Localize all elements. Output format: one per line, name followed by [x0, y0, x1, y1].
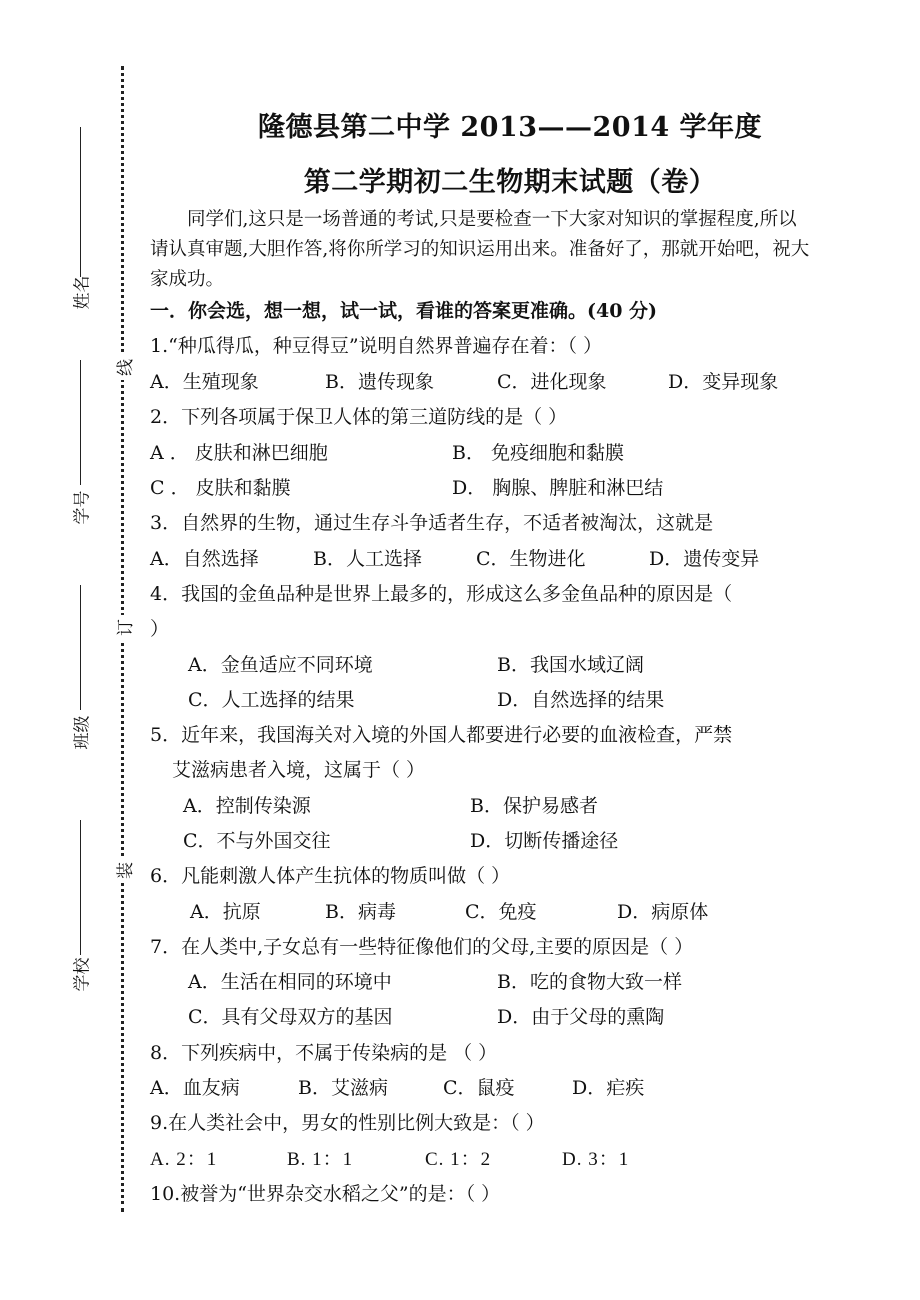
- q3-option-b: B．人工选择: [313, 548, 422, 570]
- q7-option-b: B．吃的食物大致一样: [497, 971, 682, 993]
- q1-option-a: A．生殖现象: [150, 371, 259, 393]
- q8-option-c: C．鼠疫: [443, 1077, 515, 1099]
- q1-option-d: D．变异现象: [668, 371, 779, 393]
- student-id-underline: [80, 360, 81, 485]
- q4-option-b: B．我国水域辽阔: [497, 654, 644, 676]
- q6-option-b: B．病毒: [325, 901, 396, 923]
- q2-option-b: B． 免疫细胞和黏膜: [452, 442, 625, 464]
- q2-option-d: D． 胸腺、脾脏和淋巴结: [452, 477, 664, 499]
- q7-option-d: D．由于父母的熏陶: [497, 1006, 665, 1028]
- question-10-stem: 10.被誉为“世界杂交水稻之父”的是：（ ）: [150, 1183, 501, 1205]
- q5-option-c: C．不与外国交往: [183, 830, 331, 852]
- binding-char-bind: 装: [114, 858, 132, 883]
- student-id-label: 学号: [72, 490, 93, 525]
- exam-title-line2: 第二学期初二生物期末试题（卷）: [303, 167, 717, 198]
- q3-option-a: A．自然选择: [150, 548, 259, 570]
- q8-option-a: A．血友病: [150, 1077, 240, 1099]
- question-6-stem: 6．凡能刺激人体产生抗体的物质叫做（ ）: [150, 865, 511, 887]
- question-8-stem: 8．下列疾病中，不属于传染病的是 （ ）: [150, 1042, 498, 1064]
- q9-option-c: C. 1：2: [425, 1149, 492, 1170]
- q1-option-c: C．进化现象: [497, 371, 607, 393]
- class-label: 班级: [72, 715, 93, 750]
- q9-option-d: D. 3：1: [562, 1149, 630, 1170]
- name-underline: [80, 127, 81, 277]
- q2-option-c: C ． 皮肤和黏膜: [150, 477, 291, 499]
- q3-option-d: D．遗传变异: [649, 548, 760, 570]
- q5-option-b: B．保护易感者: [470, 795, 598, 817]
- q7-option-c: C．具有父母双方的基因: [188, 1006, 393, 1028]
- q8-option-d: D．疟疾: [572, 1077, 645, 1099]
- q4-option-c: C．人工选择的结果: [188, 689, 355, 711]
- binding-char-order: 订: [114, 615, 132, 640]
- question-3-stem: 3．自然界的生物，通过生存斗争适者生存，不适者被淘汰，这就是: [150, 512, 714, 534]
- q8-option-b: B．艾滋病: [298, 1077, 388, 1099]
- school-underline: [80, 820, 81, 955]
- q6-option-c: C．免疫: [465, 901, 537, 923]
- q6-option-d: D．病原体: [617, 901, 709, 923]
- school-label: 学校: [72, 957, 93, 992]
- q9-option-b: B. 1：1: [287, 1149, 354, 1170]
- q4-option-a: A．金鱼适应不同环境: [188, 654, 373, 676]
- question-7-stem: 7．在人类中,子女总有一些特征像他们的父母,主要的原因是（ ）: [150, 936, 694, 958]
- q5-option-d: D．切断传播途径: [470, 830, 619, 852]
- section-1-heading: 一．你会选，想一想，试一试，看谁的答案更准确。(40 分): [150, 300, 658, 322]
- question-5-stem: 5．近年来，我国海关对入境的外国人都要进行必要的血液检查，严禁: [150, 724, 733, 746]
- q3-option-c: C．生物进化: [476, 548, 586, 570]
- binding-char-line: 线: [114, 355, 132, 380]
- question-4-stem-cont: ）: [150, 618, 170, 640]
- q2-option-a: A ． 皮肤和淋巴细胞: [150, 442, 328, 464]
- class-underline: [80, 585, 81, 710]
- q6-option-a: A．抗原: [190, 901, 261, 923]
- intro-paragraph: 同学们,这只是一场普通的考试,只是要检查一下大家对知识的掌握程度,所以请认真审题,大胆作答,将你所学习的知识运用出来。准备好了，那就开始吧，祝大家成功。: [150, 209, 810, 290]
- question-1-stem: 1.“种瓜得瓜，种豆得豆”说明自然界普遍存在着：（ ）: [150, 335, 603, 357]
- q7-option-a: A．生活在相同的环境中: [188, 971, 392, 993]
- question-5-stem-cont: 艾滋病患者入境，这属于（ ）: [172, 759, 426, 781]
- question-2-stem: 2．下列各项属于保卫人体的第三道防线的是（ ）: [150, 406, 568, 428]
- q4-option-d: D．自然选择的结果: [497, 689, 665, 711]
- q5-option-a: A．控制传染源: [183, 795, 311, 817]
- question-4-stem: 4．我国的金鱼品种是世界上最多的，形成这么多金鱼品种的原因是（: [150, 583, 733, 605]
- exam-title-line1: 隆德县第二中学 2013——2014 学年度: [257, 112, 763, 143]
- name-label: 姓名: [72, 275, 93, 310]
- question-9-stem: 9.在人类社会中，男女的性别比例大致是：（ ）: [150, 1112, 545, 1134]
- q9-option-a: A. 2：1: [150, 1149, 218, 1170]
- q1-option-b: B．遗传现象: [325, 371, 434, 393]
